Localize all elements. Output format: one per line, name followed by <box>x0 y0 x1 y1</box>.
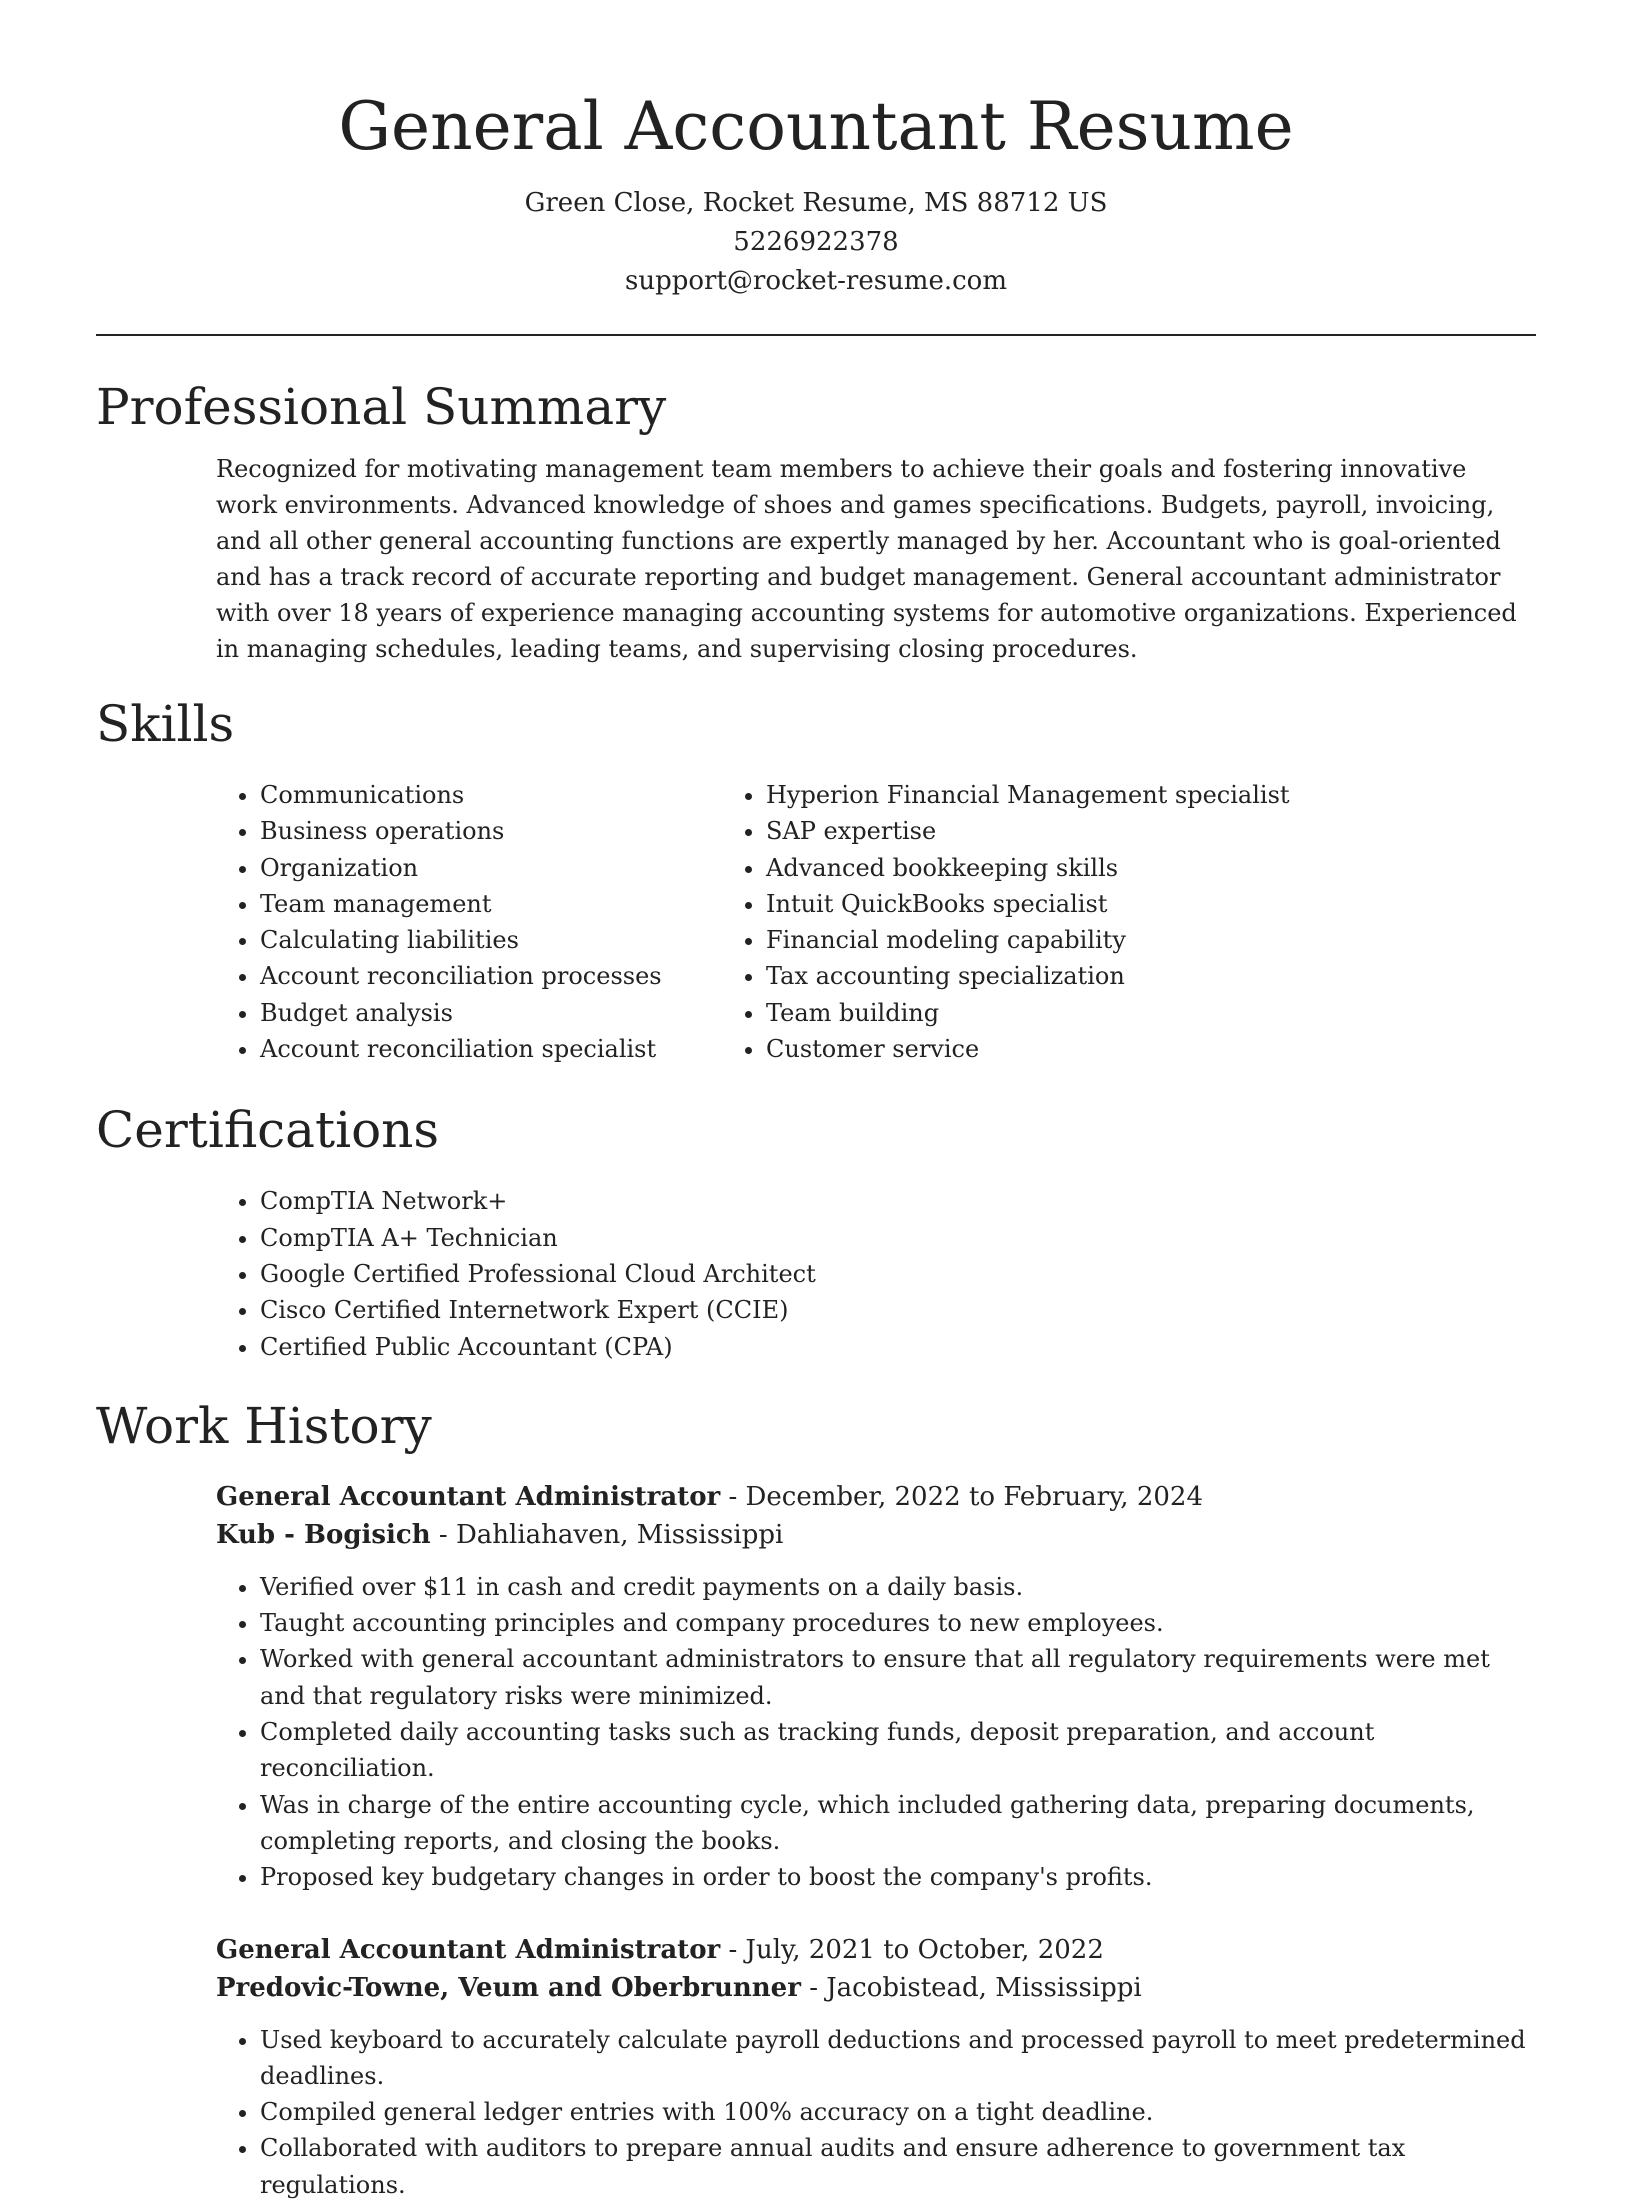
job-duty-item: • Taught accounting principles and company procedures to new employees. <box>260 1605 1526 1641</box>
page-title: General Accountant Resume <box>338 88 1294 165</box>
skill-item: • Tax accounting specialization <box>766 958 1290 994</box>
job-duties-list <box>216 1569 1526 1896</box>
skill-item: • Organization <box>260 850 746 886</box>
resume-header <box>96 0 1536 301</box>
job-company-line <box>216 1516 1526 1554</box>
contact-email: support@rocket-resume.com <box>624 266 1007 296</box>
job-duty-item: • Was in charge of the entire accounting cycle, which included gathering data, preparing documents, completing reports, and closing the books. <box>260 1787 1526 1860</box>
skill-item: • Customer service <box>766 1031 1290 1067</box>
job-title: General Accountant Administrator <box>216 1481 721 1512</box>
skills-columns <box>96 777 1536 1067</box>
job-duty-item: • Proposed key budgetary changes in order to boost the company's profits. <box>260 1859 1526 1895</box>
contact-phone: 5226922378 <box>733 227 899 257</box>
job-entry <box>216 1931 1526 2203</box>
job-company: Predovic-Towne, Veum and Oberbrunner <box>216 1972 801 2003</box>
skill-item: • Communications <box>260 777 746 813</box>
skills-list-left <box>96 777 746 1067</box>
job-entry <box>216 1478 1526 1896</box>
certification-item: • CompTIA Network+ <box>260 1183 1536 1219</box>
job-duty-item: • Verified over $11 in cash and credit payments on a daily basis. <box>260 1569 1526 1605</box>
certifications-section <box>96 1097 1536 1364</box>
resume-page <box>96 0 1536 2203</box>
contact-address: Green Close, Rocket Resume, MS 88712 US <box>524 188 1108 218</box>
job-company: Kub - Bogisich <box>216 1519 431 1550</box>
job-duty-item: • Completed daily accounting tasks such as tracking funds, deposit preparation, and account reconciliation. <box>260 1714 1526 1787</box>
summary-text: Recognized for motivating management team members to achieve their goals and fostering innovative work environments. Advanced knowledge of shoes and games specifications. Budgets, payroll, invoicing, and all other general accounting functions are expertly managed by her. Accountant who is goal-oriented and has a track record of accurate reporting and budget management. General accountant administrator with over 18 years of experience managing accounting systems for automotive organizations. Experienced in managing schedules, leading teams, and supervising closing procedures. <box>216 455 1517 663</box>
skill-item: • Financial modeling capability <box>766 922 1290 958</box>
certifications-list <box>96 1183 1536 1364</box>
work-history-heading: Work History <box>96 1396 432 1455</box>
skill-item: • Hyperion Financial Management specialist <box>766 777 1290 813</box>
work-history-section <box>96 1393 1536 2203</box>
job-title-line <box>216 1931 1526 1969</box>
skills-right-wrap <box>746 777 1290 1067</box>
skills-section <box>96 691 1536 1067</box>
certification-item: • CompTIA A+ Technician <box>260 1220 1536 1256</box>
skills-list-right <box>766 777 1290 1067</box>
job-location: - Jacobistead, Mississippi <box>800 1972 1142 2003</box>
job-dates: - December, 2022 to February, 2024 <box>720 1481 1203 1512</box>
skill-item: • Intuit QuickBooks specialist <box>766 886 1290 922</box>
skill-item: • Business operations <box>260 813 746 849</box>
certification-item: • Certified Public Accountant (CPA) <box>260 1329 1536 1365</box>
job-title-line <box>216 1478 1526 1516</box>
job-duty-item: • Worked with general accountant administrators to ensure that all regulatory requirements were met and that regulatory risks were minimized. <box>260 1641 1526 1714</box>
job-location: - Dahliahaven, Mississippi <box>430 1519 784 1550</box>
skills-heading: Skills <box>96 695 235 753</box>
job-title: General Accountant Administrator <box>216 1934 721 1965</box>
certifications-heading: Certifications <box>96 1101 440 1160</box>
skill-item: • Team building <box>766 995 1290 1031</box>
skill-item: • SAP expertise <box>766 813 1290 849</box>
job-duty-item: • Compiled general ledger entries with 100% accuracy on a tight deadline. <box>260 2094 1526 2130</box>
certification-item: • Cisco Certified Internetwork Expert (CCIE) <box>260 1292 1536 1328</box>
skill-item: • Team management <box>260 886 746 922</box>
skill-item: • Budget analysis <box>260 995 746 1031</box>
skill-item: • Account reconciliation specialist <box>260 1031 746 1067</box>
skill-item: • Advanced bookkeeping skills <box>766 850 1290 886</box>
certification-item: • Google Certified Professional Cloud Architect <box>260 1256 1536 1292</box>
job-duty-item: • Collaborated with auditors to prepare annual audits and ensure adherence to government tax regulations. <box>260 2130 1526 2203</box>
skill-item: • Account reconciliation processes <box>260 958 746 994</box>
skill-item: • Calculating liabilities <box>260 922 746 958</box>
summary-section <box>96 374 1536 667</box>
job-duties-list <box>216 2022 1526 2203</box>
header-divider <box>96 334 1536 336</box>
job-duty-item: • Used keyboard to accurately calculate payroll deductions and processed payroll to meet predetermined deadlines. <box>260 2022 1526 2095</box>
job-dates: - July, 2021 to October, 2022 <box>720 1934 1104 1965</box>
summary-heading: Professional Summary <box>96 378 667 436</box>
job-company-line <box>216 1969 1526 2007</box>
